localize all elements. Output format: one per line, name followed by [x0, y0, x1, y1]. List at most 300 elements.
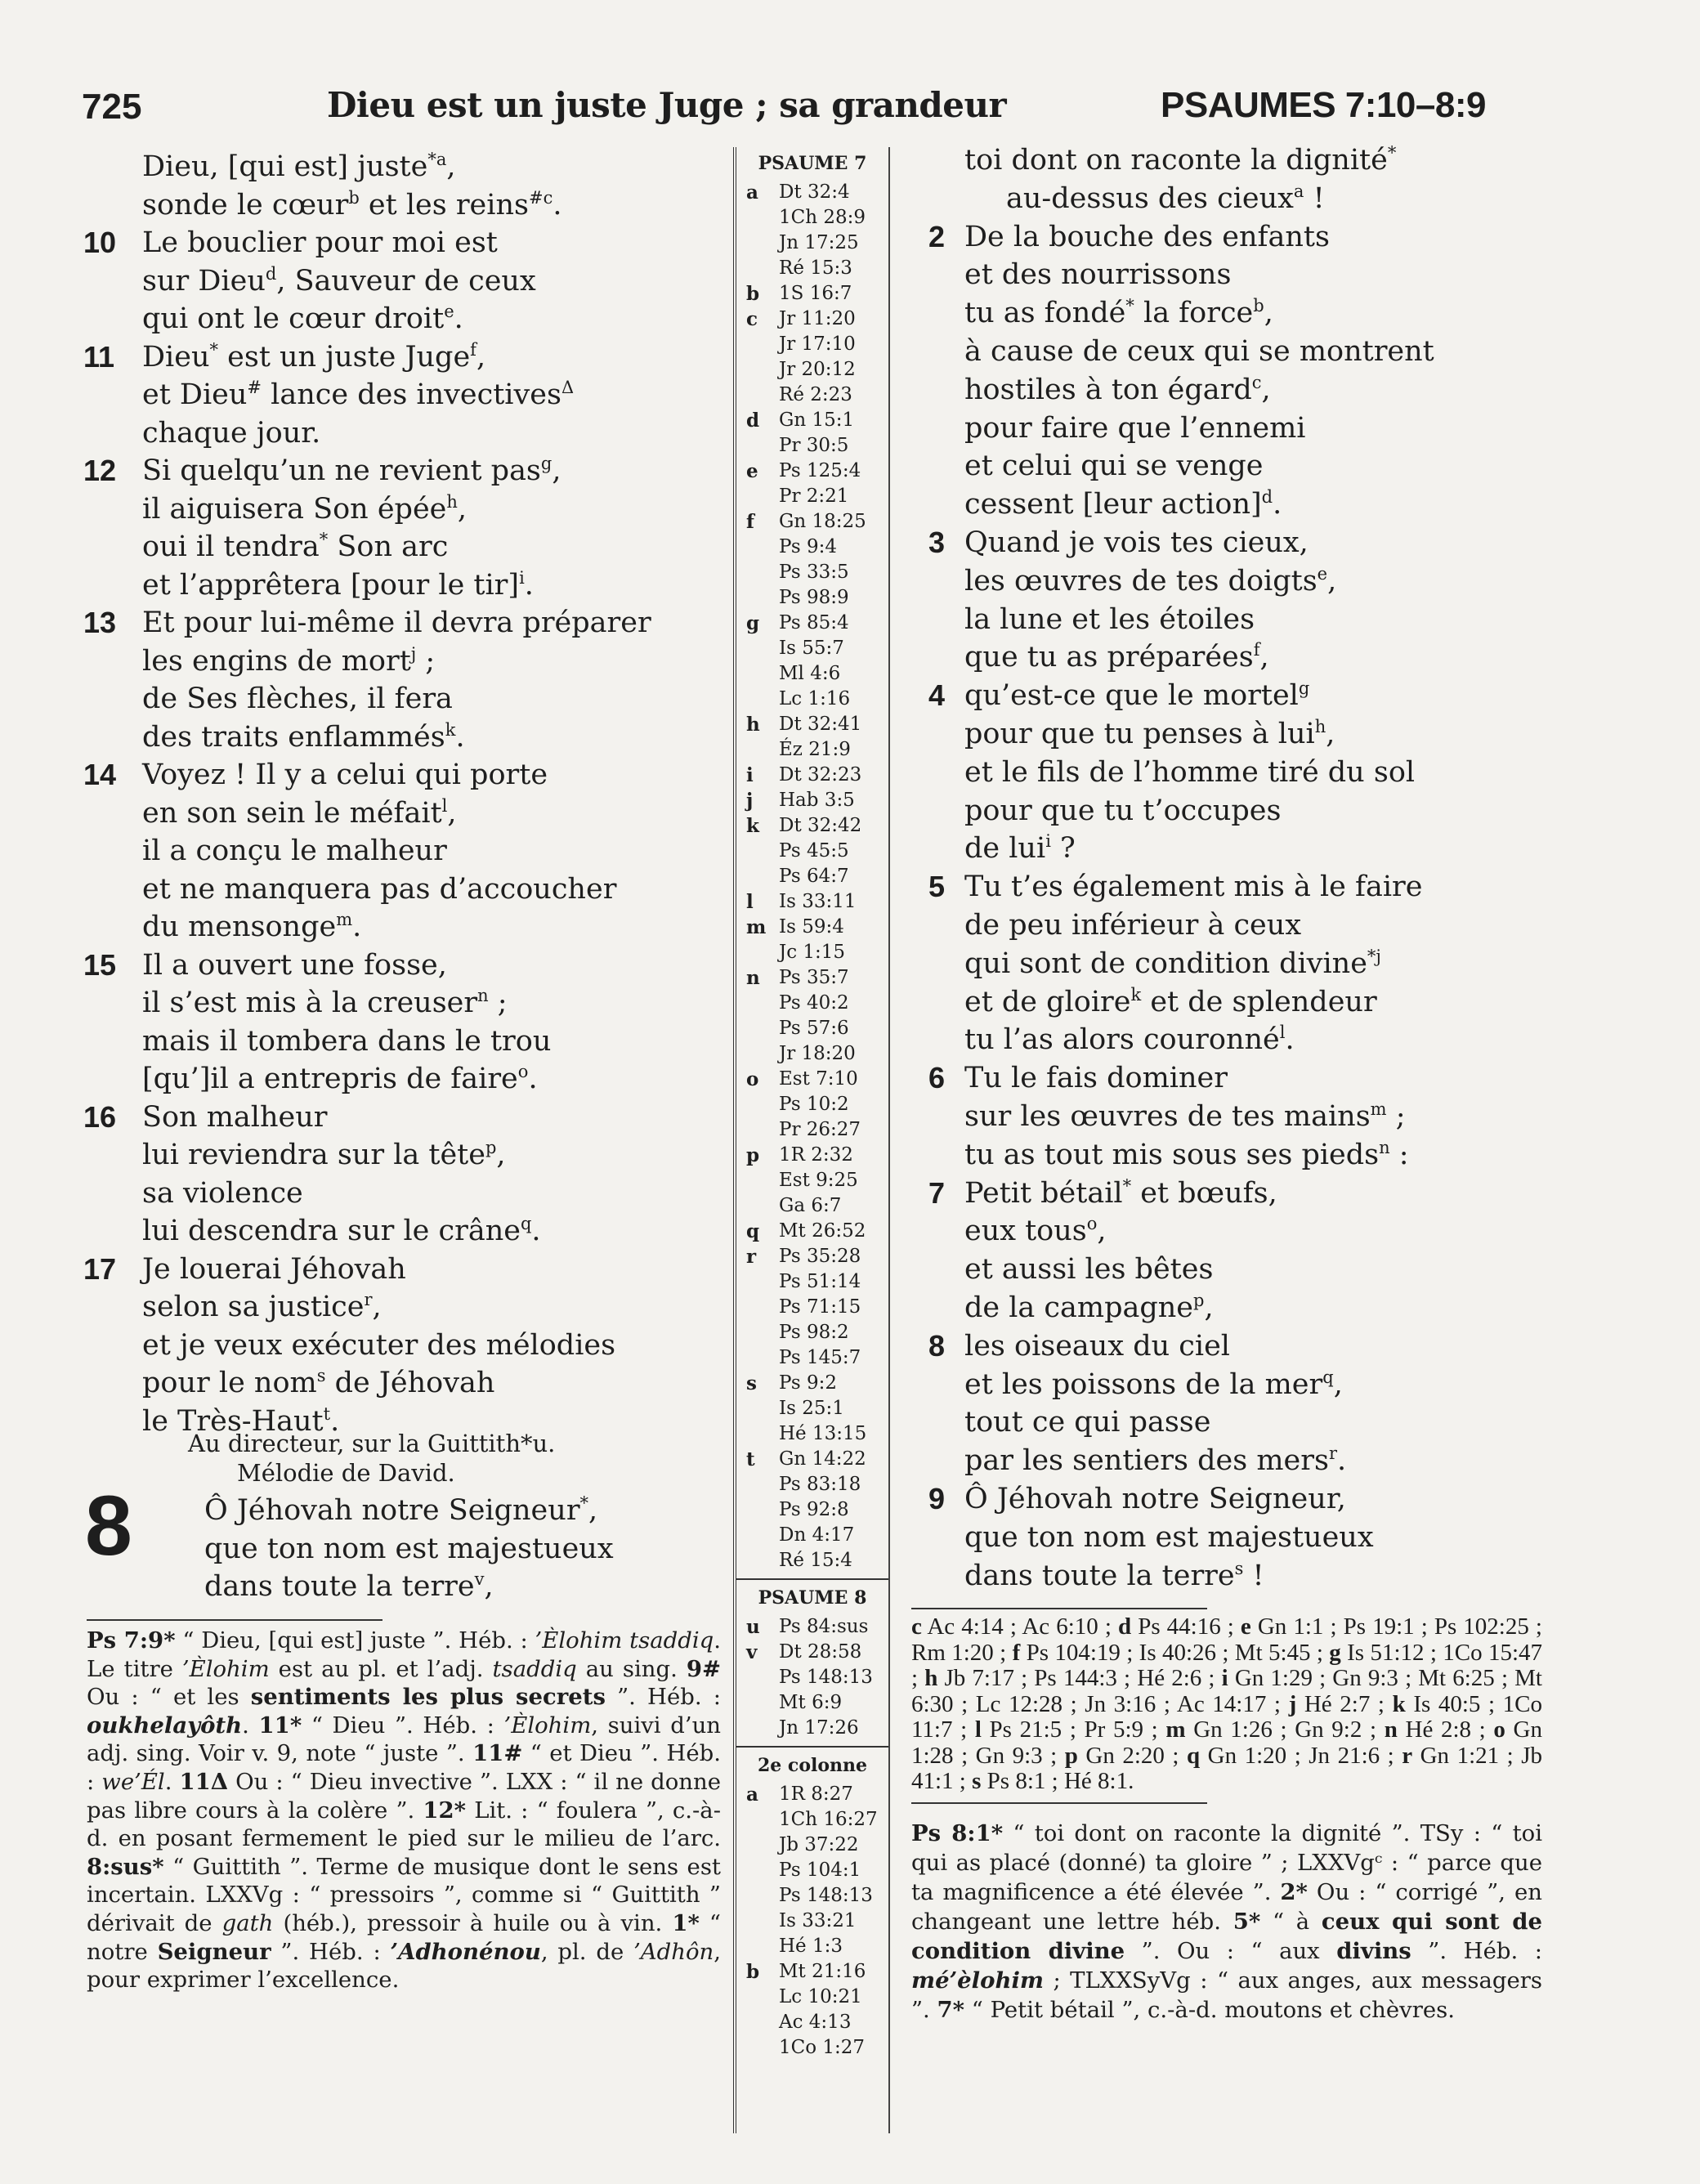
verse-text: de la campagne — [964, 1291, 1194, 1324]
footnote-divider — [87, 1619, 382, 1621]
verse-line — [928, 868, 1423, 906]
footnote-marker: m — [1370, 1099, 1387, 1119]
verse-text: , — [484, 1570, 494, 1603]
verse-text: . — [1273, 488, 1282, 521]
verse-line — [928, 1480, 1346, 1518]
verse-line — [142, 148, 456, 186]
verse-text: Voyez ! Il y a celui qui porte — [142, 759, 548, 791]
verse-text: Dieu — [142, 340, 210, 374]
footnote-segment: “ à — [1260, 1909, 1322, 1935]
verse-line — [142, 908, 361, 946]
reference-text: 1S 16:7 — [779, 283, 852, 304]
footnote-segment: oukhelayôth — [87, 1712, 243, 1739]
verse-line — [83, 756, 548, 794]
reference-text: Gn 15:1 — [779, 410, 855, 431]
verse-line — [964, 754, 1415, 791]
reference-text: Is 33:11 — [779, 891, 857, 912]
verse-text: pour que tu t’occupes — [964, 794, 1282, 827]
verse-text: que ton nom est majestueux — [964, 1520, 1374, 1554]
cross-reference-item — [736, 1934, 888, 1959]
verse-line — [928, 1175, 1277, 1212]
verse-line — [964, 792, 1281, 830]
verse-number: 11 — [83, 339, 115, 374]
verse-text: Petit bétail — [964, 1176, 1123, 1210]
verse-text: , — [588, 1494, 598, 1527]
footnote-segment: 8:sus* — [87, 1853, 164, 1880]
footnote-marker: t — [323, 1403, 331, 1424]
verse-number: 17 — [83, 1251, 117, 1286]
cross-reference-item — [736, 1345, 888, 1371]
verse-text: de Jéhovah — [325, 1367, 495, 1399]
footnote-marker: s — [1234, 1558, 1244, 1578]
cross-reference-item — [736, 687, 888, 712]
footnote-segment: 9# — [686, 1655, 722, 1682]
footnote-segment: j — [1288, 1690, 1297, 1717]
reference-letter: a — [746, 1783, 758, 1806]
reference-text: Ps 57:6 — [779, 1018, 849, 1039]
reference-text: Ga 6:7 — [779, 1195, 842, 1216]
verse-line — [964, 1212, 1107, 1250]
verse-text: des traits enflammés — [142, 720, 445, 754]
footnote-segment: Ps 104:19 ; Is 40:26 ; Mt 5:45 ; — [1020, 1639, 1330, 1666]
cross-reference-item — [736, 813, 888, 839]
footnote-segment: ’Èlohim — [181, 1655, 270, 1682]
verse-line — [964, 1519, 1374, 1556]
reference-letter: u — [746, 1616, 760, 1638]
footnote-segment: e — [1240, 1613, 1251, 1640]
reference-letter: s — [746, 1372, 757, 1394]
verse-text: il s’est mis à la creuser — [142, 987, 478, 1019]
footnote-marker: j — [410, 643, 417, 664]
cross-reference-item — [736, 180, 888, 205]
cross-reference-item — [736, 281, 888, 307]
cross-reference-item — [736, 1640, 888, 1665]
verse-text: Il a ouvert une fosse, — [142, 948, 447, 982]
footnote-marker: *a — [427, 150, 447, 169]
footnote-marker: e — [1317, 563, 1328, 584]
footnotes-left — [87, 1627, 721, 1994]
verse-line — [142, 186, 561, 224]
verse-line — [964, 1098, 1406, 1135]
verse-text: à cause de ceux qui se montrent — [964, 335, 1434, 368]
reference-letter: j — [746, 790, 754, 812]
verse-text: sa violence — [142, 1176, 303, 1210]
cross-reference-item — [736, 1614, 888, 1640]
footnote-segment: “ Dieu ”. Héb. : — [302, 1712, 504, 1739]
verse-text: . — [330, 1404, 340, 1438]
cross-reference-item — [736, 991, 888, 1016]
footnote-segment: 2* — [1280, 1879, 1308, 1905]
reference-text: Is 25:1 — [779, 1398, 844, 1419]
verse-text: ? — [1050, 832, 1076, 866]
footnote-marker: k — [445, 719, 456, 740]
reference-text: Jn 17:26 — [779, 1717, 859, 1739]
verse-text: selon sa justice — [142, 1291, 365, 1323]
cross-reference-item — [736, 1295, 888, 1320]
verse-line — [142, 832, 447, 870]
footnote-segment: Seigneur — [157, 1938, 271, 1965]
footnote-marker: b — [348, 187, 360, 208]
verse-line — [204, 1530, 614, 1568]
footnote-segment: Ac 4:14 ; Ac 6:10 ; — [921, 1613, 1118, 1640]
footnote-segment: Jb 7:17 ; Ps 144:3 ; Hé 2:6 ; — [937, 1665, 1222, 1691]
footnote-segment: “ et Dieu ”. Héb. : — [87, 1740, 721, 1795]
reference-text: Gn 14:22 — [779, 1448, 866, 1470]
footnote-marker: f — [470, 339, 476, 360]
footnote-segment: p — [1064, 1742, 1078, 1769]
cross-reference-item — [736, 1193, 888, 1219]
footnote-segment: Ps 7:9* — [87, 1627, 176, 1654]
footnote-segment: Ou : “ Dieu invective ”. LXX : “ il ne donne pas libre cours à la colère ”. — [87, 1768, 722, 1824]
reference-text: Jr 11:20 — [779, 308, 856, 329]
verse-number: 13 — [83, 606, 117, 639]
footnote-segment: ceux qui sont de condition divine — [911, 1909, 1542, 1964]
verse-line — [83, 1251, 406, 1288]
footnote-marker: * — [1387, 143, 1397, 163]
reference-text: Ps 85:4 — [779, 612, 849, 633]
cross-reference-item — [736, 1959, 888, 1985]
verse-line — [964, 141, 1396, 179]
footnote-marker: n — [1379, 1137, 1390, 1157]
footnote-segment: m — [1165, 1716, 1186, 1743]
verse-text: . — [1285, 1023, 1295, 1057]
verse-text: et celui qui se venge — [964, 450, 1264, 483]
footnote-segment: Hé 2:7 ; — [1296, 1690, 1393, 1717]
footnote-marker: Δ — [561, 378, 575, 397]
cross-reference-item — [736, 307, 888, 332]
footnote-segment: Lit. : “ foulera ”, c.-à-d. en posant fermement le pied sur le milieu de l’arc. — [87, 1797, 721, 1852]
footnote-marker: g — [1298, 678, 1310, 699]
footnote-segment: gath — [221, 1909, 274, 1936]
footnotes-right — [911, 1819, 1542, 2025]
verse-text: cessent [leur action] — [964, 488, 1262, 521]
reference-text: Pr 30:5 — [779, 435, 849, 456]
footnote-marker: r — [1328, 1443, 1337, 1464]
verse-line — [204, 1568, 494, 1605]
cross-reference-item — [736, 484, 888, 509]
cross-reference-item — [736, 1371, 888, 1396]
footnote-marker: f — [1253, 640, 1260, 660]
verse-text: et les poissons de la mer — [964, 1367, 1323, 1401]
reference-letter: d — [746, 410, 760, 432]
verse-text: , — [372, 1291, 382, 1323]
cross-reference-item — [736, 1447, 888, 1472]
footnote-segment: we’Él — [101, 1768, 165, 1795]
footnote-marker: b — [1253, 296, 1264, 316]
verse-line — [928, 524, 1309, 562]
verse-line — [142, 642, 435, 680]
verse-line — [964, 486, 1282, 523]
verse-text: Le bouclier pour moi est — [142, 226, 498, 259]
verse-text: les oiseaux du ciel — [964, 1329, 1230, 1363]
footnote-segment: Ps 8:1 ; Hé 8:1. — [981, 1768, 1134, 1794]
reference-letter: b — [746, 283, 760, 305]
cross-reference-item — [736, 459, 888, 484]
footnote-segment: (héb.), pressoir à huile ou à vin. — [273, 1909, 673, 1936]
verse-text: , — [1204, 1291, 1214, 1324]
footnote-marker: * — [579, 1493, 589, 1513]
reference-letter: g — [746, 612, 760, 634]
psalm-superscription-line: Au directeur, sur la Guittith*u. — [188, 1430, 556, 1457]
footnote-segment: “ notre — [87, 1909, 721, 1965]
footnote-segment: sentiments les plus secrets — [250, 1684, 606, 1711]
reference-text: Pr 2:21 — [779, 486, 849, 507]
reference-text: Dt 32:4 — [779, 181, 850, 203]
footnote-marker: g — [540, 454, 552, 473]
footnote-segment: ’Adhonénou — [390, 1938, 541, 1965]
footnote-segment: 7* — [937, 1997, 965, 2023]
verse-line — [142, 1136, 506, 1174]
verse-line — [83, 1099, 328, 1136]
cross-reference-item — [736, 1807, 888, 1833]
reference-text: Jr 20:12 — [779, 359, 856, 380]
reference-letter: e — [746, 460, 758, 482]
cross-reference-footnotes — [911, 1614, 1542, 1795]
reference-letter: h — [746, 714, 760, 736]
verse-text: Tu t’es également mis à le faire — [964, 870, 1423, 904]
verse-text: de peu inférieur à ceux — [964, 909, 1302, 942]
verse-line — [142, 984, 508, 1022]
verse-text: et ne manquera pas d’accoucher — [142, 872, 617, 906]
verse-line — [142, 1327, 615, 1364]
footnote-marker: * — [209, 339, 219, 360]
cross-reference-heading: PSAUME 7 — [758, 153, 867, 174]
verse-text: sonde le cœur — [142, 188, 349, 222]
verse-text: et Dieu — [142, 378, 248, 411]
cross-reference-item — [736, 408, 888, 433]
verse-line — [964, 294, 1273, 332]
verse-text: , — [447, 796, 457, 830]
verse-text: eux tous — [964, 1215, 1087, 1248]
cross-reference-column — [733, 147, 890, 2133]
verse-line — [928, 218, 1330, 256]
verse-line — [964, 1442, 1346, 1479]
cross-reference-item — [736, 965, 888, 991]
verse-line — [83, 947, 447, 984]
cross-reference-item — [736, 1523, 888, 1548]
reference-text: Is 59:4 — [779, 916, 844, 938]
verse-text: ! — [1243, 1559, 1264, 1592]
verse-text: que tu as préparées — [964, 641, 1254, 674]
reference-text: Dn 4:17 — [779, 1524, 855, 1546]
running-title: Dieu est un juste Juge ; sa grandeur — [327, 85, 1007, 125]
cross-reference-item — [736, 1909, 888, 1934]
reference-text: Jb 37:22 — [779, 1834, 859, 1855]
verse-text: , — [1326, 718, 1335, 750]
footnote-segment: 11* — [258, 1712, 302, 1739]
reference-text: Ps 10:2 — [779, 1094, 849, 1115]
cross-reference-heading: 2e colonne — [757, 1755, 868, 1776]
verse-line — [83, 604, 651, 642]
verse-number: 14 — [83, 758, 117, 791]
verse-line — [964, 638, 1269, 676]
reference-text: Ps 33:5 — [779, 562, 849, 583]
footnote-marker: e — [444, 302, 454, 321]
verse-text: chaque jour. — [142, 416, 321, 450]
footnote-segment: 1* — [672, 1909, 700, 1936]
footnote-segment: ”. Héb. : — [1411, 1938, 1542, 1964]
verse-line — [142, 794, 457, 832]
footnote-segment: Ps 44:16 ; — [1131, 1613, 1241, 1640]
reference-text: Ml 4:6 — [779, 663, 841, 684]
verse-text: , — [496, 1139, 506, 1171]
reference-text: Lc 10:21 — [779, 1986, 862, 2007]
reference-text: Est 7:10 — [779, 1068, 858, 1090]
reference-text: Dt 32:41 — [779, 714, 862, 735]
verse-text: lance des invectives — [262, 378, 561, 411]
reference-text: Hé 13:15 — [779, 1423, 867, 1444]
footnote-segment: “ Petit bétail ”, c.-à-d. moutons et chèvres. — [964, 1997, 1455, 2023]
footnote-segment: ’Adhôn — [633, 1938, 714, 1965]
cross-reference-item — [736, 1168, 888, 1193]
reference-text: Ps 104:1 — [779, 1860, 861, 1881]
cross-reference-item — [736, 2010, 888, 2035]
verse-text: , — [1333, 1367, 1343, 1401]
verse-line — [964, 830, 1076, 867]
footnote-marker: r — [364, 1290, 373, 1309]
footnote-segment: Gn 1:20 ; Jn 21:6 ; — [1200, 1742, 1402, 1769]
cross-reference-item — [736, 1041, 888, 1067]
cross-reference-item — [736, 509, 888, 535]
verse-line — [928, 1059, 1228, 1097]
footnote-marker: c — [1251, 372, 1262, 392]
footnote-marker: *j — [1367, 946, 1381, 966]
footnote-marker: n — [477, 986, 489, 1005]
verse-text: , — [1097, 1215, 1107, 1248]
cross-reference-heading: PSAUME 8 — [758, 1587, 867, 1609]
reference-letter: q — [746, 1220, 760, 1242]
cross-reference-item — [736, 1716, 888, 1741]
reference-text: Jr 17:10 — [779, 333, 856, 355]
footnote-marker: s — [316, 1366, 326, 1385]
verse-line — [964, 1136, 1409, 1174]
reference-text: Ps 51:14 — [779, 1271, 861, 1292]
reference-text: Jc 1:15 — [779, 942, 846, 963]
cross-reference-item — [736, 940, 888, 965]
verse-line — [142, 528, 448, 566]
reference-text: Ps 40:2 — [779, 992, 849, 1014]
verse-line — [964, 601, 1255, 638]
verse-line — [142, 376, 574, 414]
verse-line — [964, 333, 1434, 370]
footnote-marker: * — [1125, 296, 1134, 316]
cross-reference-item — [736, 332, 888, 357]
verse-line — [142, 1364, 494, 1402]
cross-reference-item — [736, 1219, 888, 1244]
cross-reference-item — [736, 2035, 888, 2061]
verse-text: sur les œuvres de tes mains — [964, 1100, 1371, 1133]
verse-text: . — [455, 720, 465, 754]
cross-reference-item — [736, 661, 888, 687]
reference-text: Lc 1:16 — [779, 688, 851, 709]
verse-text: qui sont de condition divine — [964, 947, 1367, 980]
footnote-marker: # — [247, 378, 262, 397]
verse-text: sur Dieu — [142, 264, 266, 298]
verse-text: dans toute la terre — [204, 1570, 475, 1603]
verse-text: Dieu, [qui est] juste — [142, 150, 428, 183]
footnote-segment: Is 51:12 ; 1Co 15:47 ; — [911, 1639, 1543, 1691]
reference-text: Ps 35:28 — [779, 1246, 861, 1267]
verse-text: , — [446, 150, 456, 183]
chapter-reference: PSAUMES 7:10–8:9 — [1161, 85, 1486, 125]
reference-text: Ré 15:4 — [779, 1550, 852, 1571]
footnote-divider — [911, 1802, 1207, 1804]
footnote-segment: d — [1117, 1613, 1132, 1640]
reference-text: Éz 21:9 — [779, 739, 851, 760]
verse-line — [142, 566, 534, 604]
footnote-segment: ”. Héb. : — [605, 1684, 721, 1711]
reference-letter: v — [746, 1641, 758, 1663]
footnote-segment: “ Dieu, [qui est] juste ”. Héb. : — [175, 1627, 535, 1654]
verse-text: Je louerai Jéhovah — [142, 1252, 406, 1286]
reference-text: Gn 18:25 — [779, 511, 866, 532]
footnote-segment: 11# — [472, 1740, 523, 1767]
verse-text: . — [1336, 1444, 1347, 1478]
verse-number: 16 — [83, 1099, 117, 1134]
cross-reference-item — [736, 1396, 888, 1421]
reference-text: Jn 17:25 — [779, 232, 859, 253]
cross-reference-item — [736, 763, 888, 788]
cross-reference-item — [736, 560, 888, 585]
verse-line — [142, 1175, 303, 1212]
cross-reference-item — [736, 1016, 888, 1041]
cross-reference-item — [736, 205, 888, 230]
footnote-segment: h — [924, 1665, 938, 1691]
footnote-segment: est au pl. et l’adj. — [269, 1655, 493, 1682]
verse-number: 12 — [83, 454, 117, 487]
footnote-marker: o — [517, 1062, 529, 1081]
verse-text: et les reins — [359, 188, 529, 222]
verse-line — [964, 1251, 1213, 1288]
reference-text: Ps 45:5 — [779, 840, 849, 862]
reference-letter: f — [746, 511, 754, 533]
footnote-segment: Is 40:5 ; 1Co 11:7 ; — [911, 1690, 1542, 1743]
cross-reference-item — [736, 1472, 888, 1497]
reference-text: Hab 3:5 — [779, 790, 855, 811]
reference-text: Mt 21:16 — [779, 1961, 866, 1982]
reference-text: Hé 1:3 — [779, 1936, 843, 1957]
verse-text: la force — [1134, 297, 1254, 330]
verse-line — [142, 718, 465, 756]
verse-text: lui reviendra sur la tête — [142, 1139, 485, 1171]
footnote-segment: “ Guittith ”. Terme de musique dont le sens est incertain. LXXVg : “ pressoirs ”, comme si “ Guittith ” dérivait de — [87, 1853, 721, 1936]
verse-text: , — [1327, 564, 1337, 597]
verse-line — [142, 262, 536, 300]
cross-reference-item — [736, 383, 888, 408]
reference-text: Ré 2:23 — [779, 384, 852, 405]
verse-text: et l’apprêtera [pour le tir] — [142, 568, 520, 602]
verse-line — [964, 983, 1377, 1021]
reference-text: Ps 9:2 — [779, 1372, 837, 1394]
verse-line — [928, 1327, 1230, 1365]
footnote-segment: Ou : “ corrigé ”, en changeant une lettre héb. — [911, 1879, 1542, 1935]
reference-letter: l — [746, 891, 754, 913]
reference-letter: r — [746, 1246, 757, 1268]
footnote-segment: n — [1384, 1716, 1398, 1743]
cross-reference-item — [736, 535, 888, 560]
verse-line — [204, 1492, 597, 1529]
footnote-segment: Gn 1:29 ; Gn 9:3 ; Mt 6:25 ; Mt 6:30 ; Lc 12:28 ; Jn 3:16 ; Ac 14:17 ; — [911, 1665, 1542, 1717]
footnote-segment: 5* — [1232, 1909, 1261, 1935]
verse-text: dans toute la terre — [964, 1559, 1235, 1592]
footnote-segment: f — [1012, 1639, 1021, 1666]
footnote-divider — [911, 1608, 1207, 1609]
footnote-segment: ; TLXXSyVg : “ aux anges, aux messagers ”. — [911, 1967, 1542, 2023]
verse-text: pour que tu penses à lui — [964, 718, 1315, 750]
footnote-segment: . Le titre — [87, 1627, 721, 1682]
verse-text: tu l’as alors couronné — [964, 1023, 1280, 1057]
verse-text: par les sentiers des mers — [964, 1444, 1329, 1478]
